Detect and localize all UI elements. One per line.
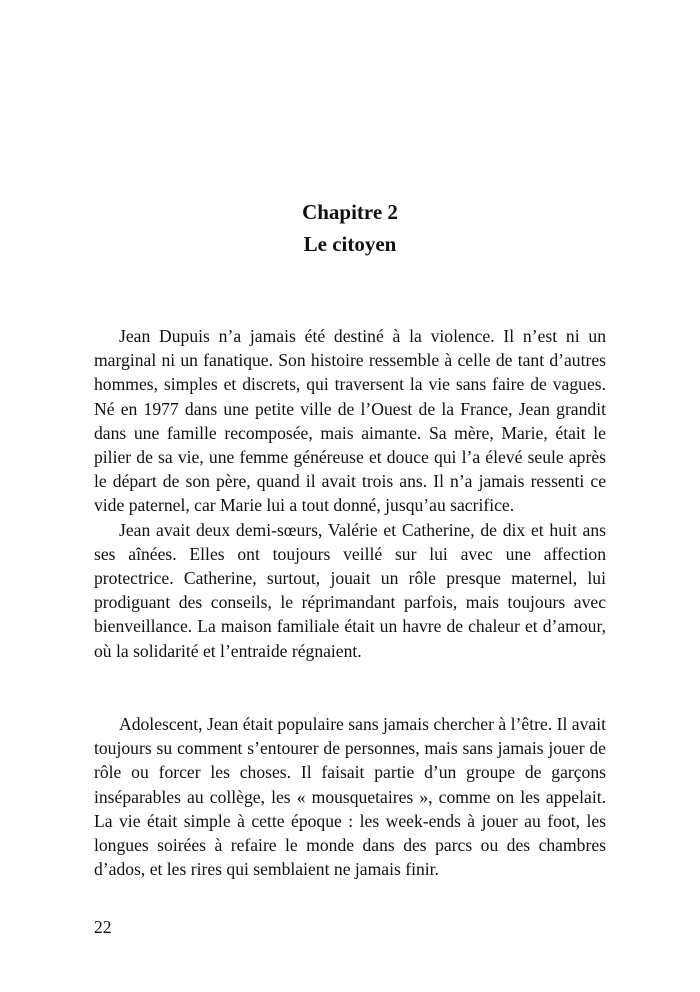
page-number: 22 (94, 917, 112, 937)
paragraph: Jean Dupuis n’a jamais été destiné à la violence. Il n’est ni un marginal ni un fanatique. Son histoire ressemble à celle de tant d’autres hommes, simples et discrets, qui traversent la vie sans faire de vagues. Né en 1977 dans une petite ville de l’Ouest de la France, Jean grandit dans une famille recomposée, mais aimante. Sa mère, Marie, était le pilier de sa vie, une femme généreuse et douce qui l’a élevé seule après le départ de son père, quand il avait trois ans. Il n’a jamais ressenti ce vide paternel, car Marie lui a tout donné, jusqu’au sacrifice. (94, 326, 606, 516)
chapter-number: Chapitre 2 (302, 200, 398, 224)
paragraph: Adolescent, Jean était populaire sans jamais chercher à l’être. Il avait toujours su comment s’entourer de personnes, mais sans jamais jouer de rôle ou forcer les choses. Il faisait partie d’un groupe de garçons inséparables au collège, les « mousquetaires », comme on les appelait. La vie était simple à cette époque : les week-ends à jouer au foot, les longues soirées à refaire le monde dans des parcs ou des chambres d’ados, et les rires qui semblaient ne jamais finir. (94, 714, 606, 880)
chapter-title: Le citoyen (303, 232, 397, 256)
paragraph: Jean avait deux demi-sœurs, Valérie et Catherine, de dix et huit ans ses aînées. Elles ont toujours veillé sur lui avec une affection protectrice. Catherine, surtout, jouait un rôle presque maternel, lui prodiguant des conseils, le réprimandant parfois, mais toujours avec bienveillance. La maison familiale était un havre de chaleur et d’amour, où la solidarité et l’entraide régnaient. (94, 519, 606, 661)
body-text-section-1 (94, 324, 606, 663)
chapter-heading (0, 196, 700, 260)
body-text-section-2 (94, 712, 606, 881)
